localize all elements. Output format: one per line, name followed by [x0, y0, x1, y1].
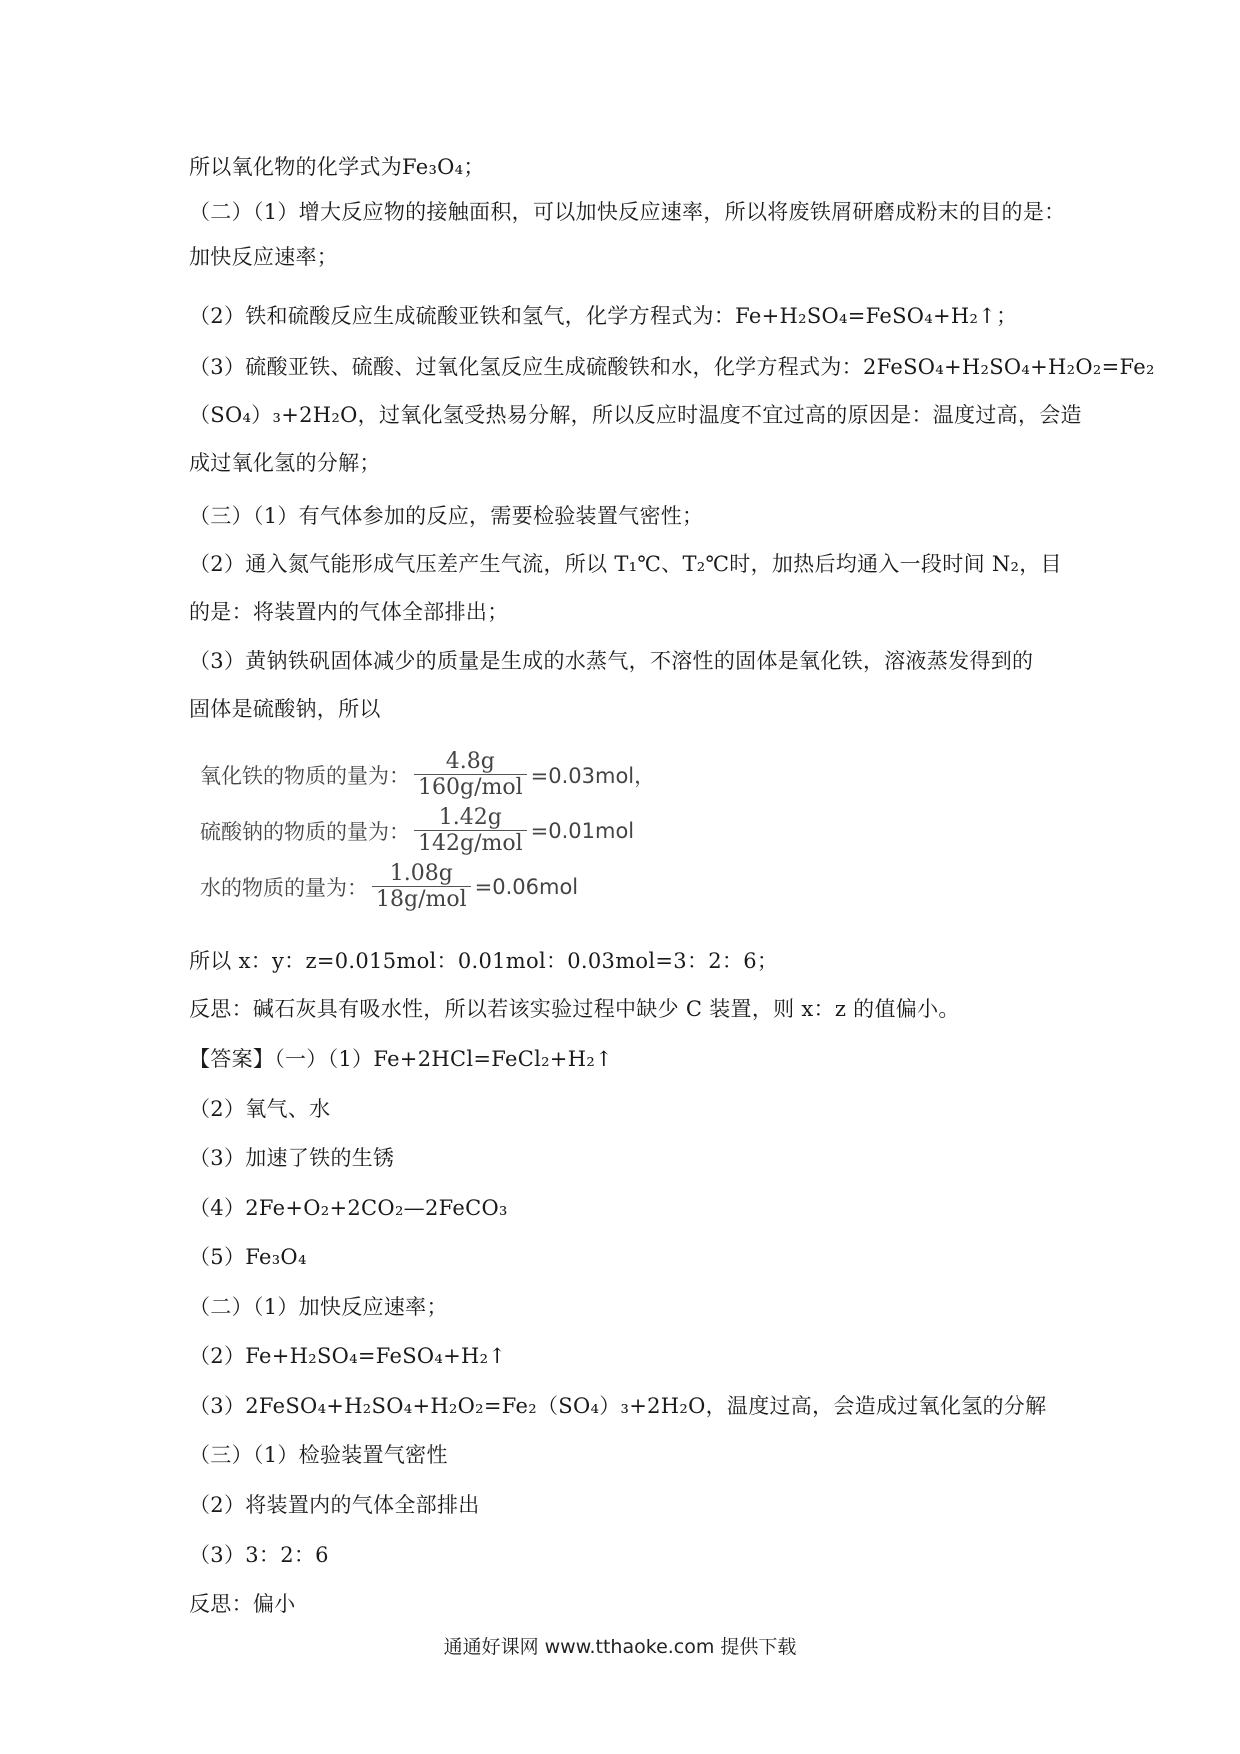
text-line: （SO₄）₃+2H₂O，过氧化氢受热易分解，所以反应时温度不宜过高的原因是：温度过高，会造 [189, 403, 1082, 427]
text-line: 加快反应速率； [189, 245, 339, 269]
text-line: （3）3：2：6 [189, 1543, 329, 1567]
fraction [372, 862, 471, 913]
text-line: 的是：将装置内的气体全部排出； [189, 600, 509, 624]
calc-label: 水的物质的量为： [200, 876, 368, 900]
text-line: 反思：偏小 [189, 1592, 296, 1616]
fraction [414, 806, 527, 857]
text-line: （二）（1）加快反应速率； [189, 1295, 448, 1319]
text-line: （2）将装置内的气体全部排出 [189, 1493, 480, 1517]
numerator: 4.8g [445, 748, 495, 774]
page-footer: 通通好课网 www.tthaoke.com 提供下载 [443, 1636, 797, 1658]
text-line: （二）（1）增大反应物的接触面积，可以加快反应速率，所以将废铁屑研磨成粉末的目的是： [189, 200, 1066, 224]
text-line: 成过氧化氢的分解； [189, 451, 381, 475]
text-line: 所以氧化物的化学式为Fe₃O₄； [189, 155, 485, 179]
calc-result: =0.06mol [474, 875, 579, 899]
calc-result: =0.03mol， [530, 764, 656, 788]
text-line: （三）（1）有气体参加的反应，需要检验装置气密性； [189, 504, 704, 528]
text-line: （2）Fe+H₂SO₄=FeSO₄+H₂↑ [189, 1344, 507, 1368]
denominator: 142g/mol [418, 830, 523, 856]
text-line: （2）氧气、水 [189, 1097, 331, 1121]
text-line: 所以 x：y：z=0.015mol：0.01mol：0.03mol=3：2：6； [189, 949, 779, 973]
calc-label: 硫酸钠的物质的量为： [200, 820, 410, 844]
calc-water [200, 858, 578, 916]
calc-iron-oxide [200, 746, 655, 804]
text-line: （3）加速了铁的生锈 [189, 1146, 395, 1170]
text-line: （3）2FeSO₄+H₂SO₄+H₂O₂=Fe₂（SO₄）₃+2H₂O，温度过高，会造成过氧化氢的分解 [189, 1394, 1047, 1418]
text-line: （三）（1）检验装置气密性 [189, 1443, 448, 1467]
numerator: 1.42g [438, 804, 502, 830]
text-line: （2）通入氮气能形成气压差产生气流，所以 T₁℃、T₂℃时，加热后均通入一段时间 N₂，目 [189, 552, 1062, 576]
answer-heading: 【答案】（一）（1）Fe+2HCl=FeCl₂+H₂↑ [189, 1047, 613, 1071]
calc-sodium-sulfate [200, 802, 634, 860]
calc-result: =0.01mol [530, 819, 635, 843]
text-line: （4）2Fe+O₂+2CO₂—2FeCO₃ [189, 1196, 508, 1220]
text-line: 反思：碱石灰具有吸水性，所以若该实验过程中缺少 C 装置，则 x：z 的值偏小。 [189, 997, 960, 1021]
text-line: （3）黄钠铁矾固体减少的质量是生成的水蒸气，不溶性的固体是氧化铁，溶液蒸发得到的 [189, 649, 1034, 673]
text-line: （5）Fe₃O₄ [189, 1245, 307, 1269]
text-line: （2）铁和硫酸反应生成硫酸亚铁和氢气，化学方程式为：Fe+H₂SO₄=FeSO₄+H₂↑； [189, 304, 1018, 328]
denominator: 18g/mol [376, 886, 467, 912]
calc-label: 氧化铁的物质的量为： [200, 764, 410, 788]
numerator: 1.08g [389, 860, 453, 886]
fraction [414, 750, 527, 801]
text-line: 固体是硫酸钠，所以 [189, 697, 381, 721]
text-line: （3）硫酸亚铁、硫酸、过氧化氢反应生成硫酸铁和水，化学方程式为：2FeSO₄+H₂SO₄+H₂O₂=Fe₂ [189, 355, 1155, 379]
denominator: 160g/mol [418, 774, 523, 800]
